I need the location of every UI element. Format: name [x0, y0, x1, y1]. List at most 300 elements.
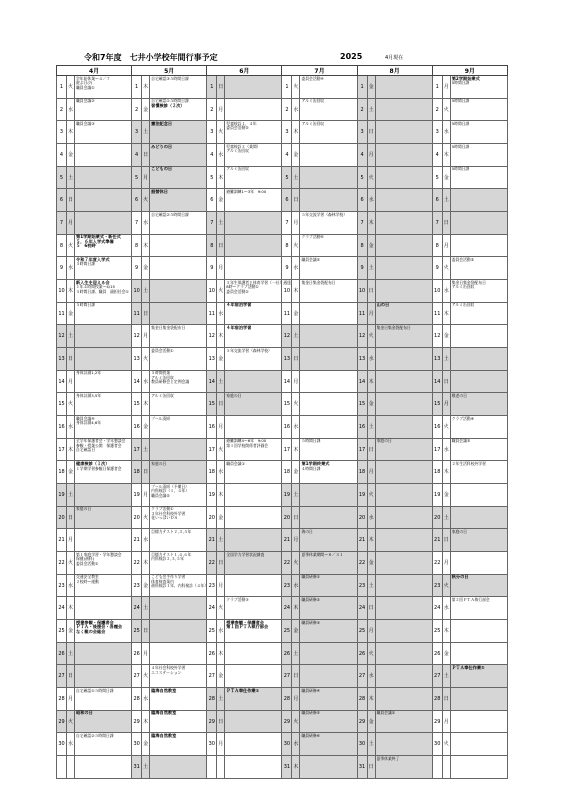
weekday: 月 — [292, 370, 300, 393]
day-row — [57, 166, 508, 189]
weekday: 木 — [442, 620, 450, 643]
event-text: 山の日 — [376, 302, 390, 308]
day-row — [57, 370, 508, 393]
day-number: 3 — [357, 121, 367, 144]
event-cell — [450, 552, 507, 575]
event-cell — [375, 257, 432, 280]
weekday: 木 — [292, 121, 300, 144]
weekday: 月 — [217, 257, 225, 280]
day-number: 17 — [282, 438, 292, 461]
day-row — [57, 484, 508, 507]
event-cell — [225, 348, 282, 371]
event-text: ５時間日課 — [76, 261, 95, 267]
weekday: 月 — [67, 370, 75, 393]
weekday: 土 — [292, 642, 300, 665]
weekday: 月 — [142, 642, 150, 665]
event-cell — [150, 552, 207, 575]
event-text: 第1学期始業式・新任式 — [76, 234, 121, 240]
event-cell — [225, 756, 282, 779]
event-cell — [225, 597, 282, 620]
event-cell — [300, 506, 357, 529]
event-cell — [150, 710, 207, 733]
event-cell — [150, 461, 207, 484]
event-cell — [75, 212, 132, 235]
day-number: 7 — [57, 212, 67, 235]
weekday: 土 — [217, 688, 225, 711]
day-number — [207, 756, 217, 779]
event-cell — [225, 189, 282, 212]
weekday: 金 — [67, 461, 75, 484]
weekday: 火 — [367, 325, 375, 348]
weekday: 金 — [217, 189, 225, 212]
event-cell — [150, 212, 207, 235]
event-cell — [300, 257, 357, 280]
day-number: 17 — [432, 438, 442, 461]
day-number: 14 — [207, 370, 217, 393]
weekday: 土 — [67, 166, 75, 189]
page-title: 令和7年度 七井小学校年間行事予定 — [84, 53, 218, 62]
event-text: ＰＴＡ奉仕作業② — [451, 664, 485, 670]
weekday: 金 — [142, 733, 150, 756]
event-cell — [375, 348, 432, 371]
weekday: 火 — [292, 393, 300, 416]
day-number: 16 — [207, 416, 217, 439]
day-number: 25 — [432, 620, 442, 643]
event-text: 職員研修③ — [301, 619, 321, 625]
day-row — [57, 506, 508, 529]
weekday: 木 — [367, 212, 375, 235]
day-number: 2 — [207, 98, 217, 121]
event-cell — [75, 416, 132, 439]
event-cell — [450, 98, 507, 121]
day-number: 24 — [282, 597, 292, 620]
weekday: 金 — [292, 461, 300, 484]
event-text: ５時間日課 — [301, 438, 321, 444]
day-number: 17 — [207, 438, 217, 461]
event-cell — [375, 461, 432, 484]
weekday: 土 — [142, 438, 150, 461]
day-number: 13 — [357, 348, 367, 371]
weekday: 水 — [67, 416, 75, 439]
event-text: エコステーション — [151, 669, 182, 675]
event-cell — [150, 98, 207, 121]
event-cell — [300, 710, 357, 733]
day-number: 11 — [132, 302, 142, 325]
weekday: 月 — [442, 234, 450, 257]
day-number: 5 — [282, 166, 292, 189]
event-text: 家庭の日 — [376, 438, 392, 444]
weekday: 火 — [442, 574, 450, 597]
weekday: 土 — [67, 642, 75, 665]
day-number: 7 — [132, 212, 142, 235]
day-number: 17 — [132, 438, 142, 461]
day-row — [57, 620, 508, 643]
day-row — [57, 257, 508, 280]
weekday: 木 — [292, 438, 300, 461]
weekday: 火 — [217, 597, 225, 620]
day-row — [57, 642, 508, 665]
event-cell — [375, 552, 432, 575]
day-number: 24 — [207, 597, 217, 620]
event-cell — [300, 370, 357, 393]
weekday: 土 — [142, 280, 150, 303]
event-cell — [375, 325, 432, 348]
event-text: 職員会議① — [76, 84, 95, 90]
event-cell — [225, 506, 282, 529]
event-cell — [225, 121, 282, 144]
event-text: 集金日集金袋配布日 — [301, 279, 336, 285]
day-row — [57, 597, 508, 620]
weekday: 水 — [67, 574, 75, 597]
event-cell — [375, 620, 432, 643]
day-number: 29 — [57, 710, 67, 733]
weekday: 金 — [142, 416, 150, 439]
day-number: 10 — [357, 280, 367, 303]
event-cell — [450, 484, 507, 507]
event-cell — [300, 756, 357, 779]
weekday: 金 — [67, 144, 75, 167]
day-number: 28 — [282, 688, 292, 711]
day-number: 6 — [432, 189, 442, 212]
weekday: 日 — [67, 665, 75, 688]
weekday: 土 — [442, 506, 450, 529]
event-cell — [75, 121, 132, 144]
event-cell — [300, 144, 357, 167]
day-number: 15 — [207, 393, 217, 416]
weekday: 水 — [217, 620, 225, 643]
event-cell — [375, 642, 432, 665]
day-number: 8 — [357, 234, 367, 257]
event-cell — [300, 733, 357, 756]
day-number: 7 — [207, 212, 217, 235]
weekday: 水 — [217, 302, 225, 325]
event-text: アルミ缶回収 — [226, 148, 249, 154]
event-cell — [150, 302, 207, 325]
event-text: 職員研修① — [301, 574, 321, 580]
day-number: 18 — [57, 461, 67, 484]
event-cell — [375, 733, 432, 756]
event-cell — [75, 234, 132, 257]
day-number: 22 — [57, 552, 67, 575]
day-number: 29 — [282, 710, 292, 733]
day-row — [57, 121, 508, 144]
day-number: 10 — [132, 280, 142, 303]
day-number: 9 — [432, 257, 442, 280]
day-number: 11 — [57, 302, 67, 325]
weekday: 水 — [442, 280, 450, 303]
weekday — [217, 756, 225, 779]
weekday: 日 — [217, 234, 225, 257]
weekday: 土 — [142, 597, 150, 620]
day-row — [57, 756, 508, 779]
day-number: 8 — [432, 234, 442, 257]
day-number: 23 — [432, 574, 442, 597]
weekday: 日 — [367, 121, 375, 144]
event-text: 内科検診（１，４年） — [151, 488, 190, 494]
weekday: 土 — [292, 166, 300, 189]
event-text: プール清掃（予備日） — [151, 483, 189, 489]
event-text: 自宅確認②５時間日課 — [76, 732, 114, 738]
weekday: 水 — [442, 438, 450, 461]
event-text: 職員研修② — [301, 596, 321, 602]
event-cell — [450, 393, 507, 416]
event-text: 第１家庭学習・学年懇談会 — [76, 551, 122, 557]
day-number: 16 — [357, 416, 367, 439]
event-text: 職員会議⑤ — [301, 256, 321, 262]
event-cell — [75, 76, 132, 99]
weekday: 火 — [367, 166, 375, 189]
weekday: 水 — [367, 189, 375, 212]
day-number: 26 — [357, 642, 367, 665]
event-cell — [150, 121, 207, 144]
day-number: 17 — [57, 438, 67, 461]
event-cell — [75, 189, 132, 212]
event-cell — [450, 121, 507, 144]
weekday: 金 — [367, 552, 375, 575]
event-cell — [375, 76, 432, 99]
weekday: 金 — [67, 302, 75, 325]
weekday: 土 — [217, 212, 225, 235]
weekday: 木 — [142, 76, 150, 99]
event-text: こどもの日 — [151, 166, 173, 172]
day-number: 4 — [207, 144, 217, 167]
event-cell — [75, 257, 132, 280]
day-number: 11 — [432, 302, 442, 325]
event-cell — [75, 348, 132, 371]
event-text: ４時間日課 — [301, 465, 321, 471]
event-cell — [450, 665, 507, 688]
event-text: 8時〜クラブ活動① — [226, 284, 259, 290]
event-cell — [75, 529, 132, 552]
event-cell — [450, 688, 507, 711]
event-cell — [375, 166, 432, 189]
event-cell — [300, 597, 357, 620]
weekday: 木 — [442, 144, 450, 167]
event-cell — [300, 76, 357, 99]
weekday: 土 — [217, 529, 225, 552]
day-number: 14 — [132, 370, 142, 393]
weekday: 土 — [292, 484, 300, 507]
event-cell — [225, 234, 282, 257]
day-row — [57, 552, 508, 575]
day-number: 18 — [132, 461, 142, 484]
event-cell — [150, 484, 207, 507]
weekday: 木 — [67, 280, 75, 303]
event-text: 委員会活動① — [151, 347, 174, 353]
event-text: 第２回ＰＴＡ執行部会 — [451, 596, 490, 602]
day-number: 27 — [207, 665, 217, 688]
event-cell — [150, 665, 207, 688]
weekday: 金 — [442, 166, 450, 189]
weekday: 日 — [142, 302, 150, 325]
event-text: 身体計測4,6年 — [76, 420, 102, 426]
event-cell — [300, 212, 357, 235]
day-number: 26 — [282, 642, 292, 665]
event-cell — [375, 98, 432, 121]
day-number: 7 — [357, 212, 367, 235]
event-cell — [75, 325, 132, 348]
weekday: 土 — [442, 189, 450, 212]
event-cell — [75, 642, 132, 665]
event-text: アルミ缶回収 — [151, 392, 174, 398]
day-number: 22 — [432, 552, 442, 575]
day-row — [57, 665, 508, 688]
event-cell — [75, 302, 132, 325]
event-cell — [450, 212, 507, 235]
day-number: 5 — [432, 166, 442, 189]
event-cell — [375, 370, 432, 393]
day-number: 9 — [357, 257, 367, 280]
event-cell — [300, 484, 357, 507]
month-header: 9月 — [432, 66, 507, 76]
event-text: 職員会議② — [76, 98, 95, 104]
event-cell — [150, 688, 207, 711]
day-number: 13 — [432, 348, 442, 371]
weekday: 月 — [142, 325, 150, 348]
event-cell — [75, 98, 132, 121]
weekday: 火 — [67, 76, 75, 99]
day-row — [57, 189, 508, 212]
day-number: 10 — [207, 280, 217, 303]
day-number: 25 — [207, 620, 217, 643]
event-text: 集金日集金袋配布日 — [451, 279, 486, 285]
day-number: 25 — [57, 620, 67, 643]
day-number: 12 — [57, 325, 67, 348]
weekday: 金 — [142, 98, 150, 121]
event-text: 集金日集金袋配布日 — [376, 324, 411, 330]
event-cell — [300, 438, 357, 461]
event-text: アルミ缶回収 — [301, 98, 325, 104]
month-header: 5月 — [132, 66, 207, 76]
event-text: 自宅確認①５時間日課 — [151, 98, 189, 104]
event-cell — [300, 189, 357, 212]
weekday: 木 — [292, 280, 300, 303]
day-number: 4 — [282, 144, 292, 167]
weekday: 日 — [442, 370, 450, 393]
day-number: 8 — [57, 234, 67, 257]
event-cell — [450, 416, 507, 439]
day-number: 28 — [57, 688, 67, 711]
day-number: 10 — [432, 280, 442, 303]
day-number: 21 — [282, 529, 292, 552]
event-cell — [450, 574, 507, 597]
day-number: 16 — [57, 416, 67, 439]
day-row — [57, 710, 508, 733]
event-text: 令和７年度入学式 — [76, 256, 110, 262]
weekday: 木 — [142, 234, 150, 257]
weekday: 月 — [292, 212, 300, 235]
event-cell — [450, 710, 507, 733]
weekday: 日 — [217, 76, 225, 99]
event-text: 秋分の日 — [451, 574, 469, 580]
day-number: 14 — [432, 370, 442, 393]
day-number: 23 — [57, 574, 67, 597]
event-text: 職員会議⑤ — [451, 438, 471, 444]
weekday: 日 — [292, 189, 300, 212]
day-number: 16 — [432, 416, 442, 439]
weekday: 火 — [142, 665, 150, 688]
event-cell — [375, 665, 432, 688]
event-text: 家庭の日 — [451, 528, 467, 534]
day-number: 5 — [132, 166, 142, 189]
event-text: 歯科検診１年、内科検診（４年） — [151, 583, 209, 589]
event-cell — [375, 756, 432, 779]
event-text: 職員会議① — [226, 460, 245, 466]
day-number: 9 — [132, 257, 142, 280]
event-text: ５年交流学習（森林学校） — [301, 211, 347, 217]
weekday: 月 — [367, 144, 375, 167]
day-number: 13 — [132, 348, 142, 371]
day-row — [57, 733, 508, 756]
weekday: 金 — [442, 325, 450, 348]
event-cell — [450, 325, 507, 348]
day-number: 22 — [132, 552, 142, 575]
weekday: 土 — [367, 416, 375, 439]
event-cell — [450, 506, 507, 529]
day-row — [57, 574, 508, 597]
weekday: 土 — [367, 98, 375, 121]
day-number: 16 — [282, 416, 292, 439]
day-number: 3 — [432, 121, 442, 144]
event-cell — [75, 280, 132, 303]
weekday: 土 — [67, 484, 75, 507]
day-number: 13 — [57, 348, 67, 371]
weekday: 日 — [367, 280, 375, 303]
weekday: 火 — [292, 552, 300, 575]
event-text: 授業参観・保護者会 — [76, 619, 114, 625]
event-text: ５ 6校時 — [76, 243, 96, 249]
event-text: 職員研修⑥ — [301, 732, 321, 738]
event-cell — [450, 348, 507, 371]
day-number: 9 — [207, 257, 217, 280]
event-text: 家庭の日 — [151, 460, 167, 466]
event-text: 臨海自然教室 — [151, 710, 177, 716]
event-cell — [450, 642, 507, 665]
event-text: 参観・授業公開 保護者会 — [76, 442, 122, 448]
weekday: 日 — [217, 552, 225, 575]
annual-schedule-table — [56, 65, 508, 779]
day-number: 7 — [282, 212, 292, 235]
day-number: 1 — [132, 76, 142, 99]
weekday: 木 — [67, 438, 75, 461]
day-number: 24 — [357, 597, 367, 620]
day-number: 15 — [57, 393, 67, 416]
weekday: 日 — [367, 438, 375, 461]
day-number: 31 — [282, 756, 292, 779]
day-number: 30 — [132, 733, 142, 756]
event-cell — [150, 574, 207, 597]
weekday: 月 — [442, 552, 450, 575]
day-number: 28 — [132, 688, 142, 711]
weekday: 水 — [217, 144, 225, 167]
event-text: 学年始休業〜４／７ — [76, 75, 111, 81]
weekday: 木 — [67, 121, 75, 144]
day-row — [57, 325, 508, 348]
month-header-row — [57, 66, 508, 76]
weekday: 木 — [217, 642, 225, 665]
day-number: 19 — [132, 484, 142, 507]
day-number: 23 — [132, 574, 142, 597]
weekday: 日 — [142, 144, 150, 167]
day-number: 14 — [282, 370, 292, 393]
day-number: 5 — [207, 166, 217, 189]
event-cell — [450, 461, 507, 484]
weekday: 月 — [217, 98, 225, 121]
event-text: ５時間日課 — [76, 302, 95, 308]
weekday: 木 — [367, 370, 375, 393]
weekday: 火 — [292, 710, 300, 733]
day-row — [57, 98, 508, 121]
